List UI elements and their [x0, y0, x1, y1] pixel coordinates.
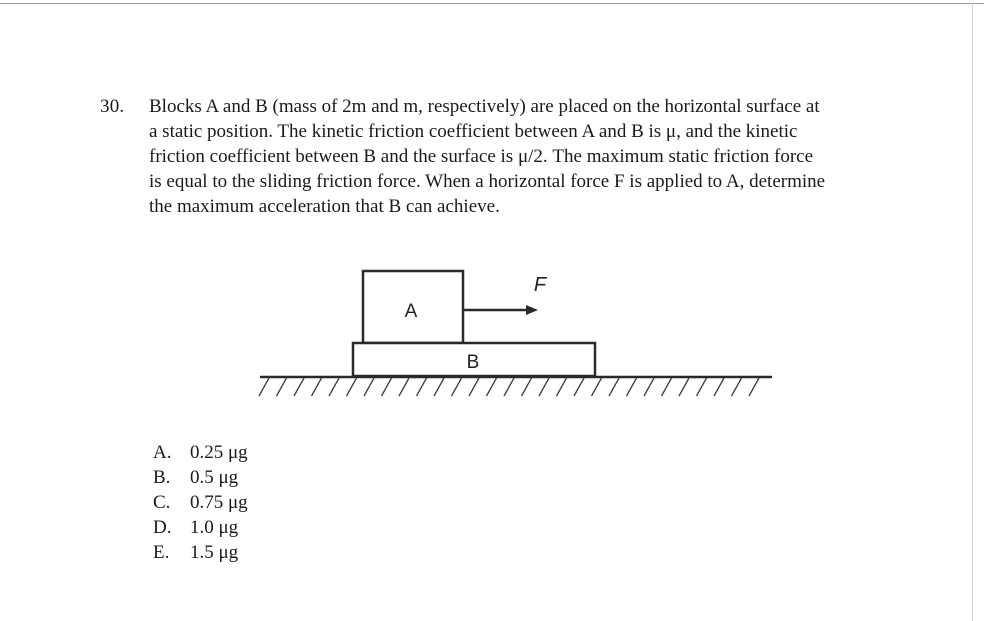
- choice-letter: E.: [153, 542, 170, 563]
- hatch-stroke: [644, 378, 654, 396]
- choice-letter: C.: [153, 492, 171, 513]
- question-text: [149, 94, 909, 219]
- hatch-stroke: [662, 378, 672, 396]
- hatch-stroke: [749, 378, 759, 396]
- hatch-stroke: [329, 378, 339, 396]
- question-line: Blocks A and B (mass of 2m and m, respectively) are placed on the horizontal surface at: [149, 96, 820, 117]
- hatch-stroke: [574, 378, 584, 396]
- hatch-stroke: [347, 378, 357, 396]
- hatch-stroke: [277, 378, 287, 396]
- choice-e: [153, 540, 248, 565]
- hatch-stroke: [469, 378, 479, 396]
- hatch-stroke: [434, 378, 444, 396]
- page-right-border: [972, 3, 973, 621]
- choice-value: 1.0 μg: [190, 517, 239, 538]
- hatch-stroke: [592, 378, 602, 396]
- hatch-stroke: [259, 378, 269, 396]
- question-line: is equal to the sliding friction force. When a horizontal force F is applied to A, determine: [149, 171, 826, 192]
- choice-d: [153, 515, 248, 540]
- choice-value: 0.25 μg: [190, 442, 248, 463]
- hatch-stroke: [382, 378, 392, 396]
- hatch-stroke: [399, 378, 409, 396]
- blocks-diagram: [255, 265, 775, 410]
- hatch-stroke: [522, 378, 532, 396]
- ground-hatching: [259, 378, 759, 396]
- page-top-border: [0, 3, 984, 4]
- hatch-stroke: [714, 378, 724, 396]
- hatch-stroke: [732, 378, 742, 396]
- hatch-stroke: [609, 378, 619, 396]
- hatch-stroke: [557, 378, 567, 396]
- choice-b: [153, 465, 248, 490]
- choice-letter: B.: [153, 467, 171, 488]
- hatch-stroke: [487, 378, 497, 396]
- choice-value: 0.75 μg: [190, 492, 248, 513]
- hatch-stroke: [679, 378, 689, 396]
- block-a-label: A: [404, 301, 418, 322]
- block-b-label: B: [466, 352, 480, 373]
- hatch-stroke: [294, 378, 304, 396]
- hatch-stroke: [539, 378, 549, 396]
- hatch-stroke: [364, 378, 374, 396]
- question-line: a static position. The kinetic friction coefficient between A and B is μ, and the kinetic: [149, 121, 798, 142]
- force-arrowhead: [526, 305, 538, 315]
- choice-letter: A.: [153, 442, 172, 463]
- hatch-stroke: [504, 378, 514, 396]
- answer-choices: [153, 440, 248, 565]
- question-line: the maximum acceleration that B can achieve.: [149, 196, 500, 217]
- question-line: friction coefficient between B and the surface is μ/2. The maximum static friction force: [149, 146, 814, 167]
- choice-letter: D.: [153, 517, 172, 538]
- hatch-stroke: [312, 378, 322, 396]
- hatch-stroke: [627, 378, 637, 396]
- choice-a: [153, 440, 248, 465]
- choice-value: 0.5 μg: [190, 467, 239, 488]
- choice-c: [153, 490, 248, 515]
- hatch-stroke: [417, 378, 427, 396]
- question-number: 30.: [100, 96, 125, 117]
- force-label: F: [533, 274, 547, 296]
- hatch-stroke: [697, 378, 707, 396]
- hatch-stroke: [452, 378, 462, 396]
- choice-value: 1.5 μg: [190, 542, 239, 563]
